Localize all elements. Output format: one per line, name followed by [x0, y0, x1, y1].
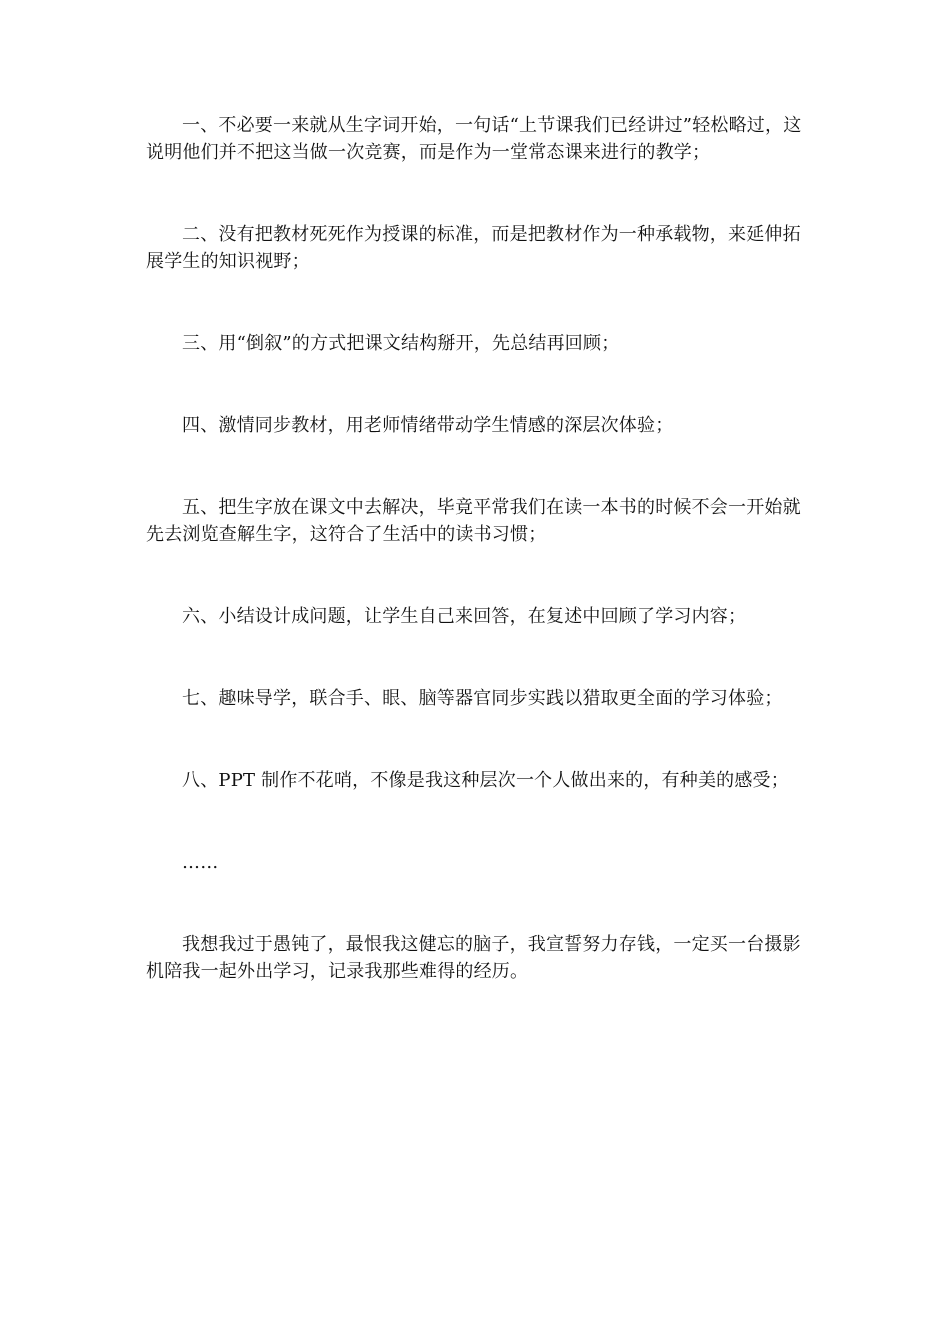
paragraph-7: 七、趣味导学，联合手、眼、脑等器官同步实践以猎取更全面的学习体验； [182, 688, 783, 709]
closing-paragraph: 我想我过于愚钝了，最恨我这健忘的脑子，我宣誓努力存钱，一定买一台摄影机陪我一起外出学习，记录我那些难得的经历。 [146, 934, 801, 982]
document-body [146, 112, 802, 985]
paragraph-3: 三、用“倒叙”的方式把课文结构掰开，先总结再回顾； [182, 333, 620, 354]
paragraph-6: 六、小结设计成问题，让学生自己来回答，在复述中回顾了学习内容； [182, 606, 747, 627]
paragraph-4: 四、激情同步教材，用老师情绪带动学生情感的深层次体验； [182, 415, 674, 436]
paragraph-2: 二、没有把教材死死作为授课的标准，而是把教材作为一种承载物，来延伸拓展学生的知识视野； [146, 224, 801, 272]
ellipsis-paragraph: …… [182, 852, 219, 873]
paragraph-8: 八、PPT 制作不花哨，不像是我这种层次一个人做出来的，有种美的感受； [182, 770, 789, 791]
paragraph-1: 一、不必要一来就从生字词开始，一句话“上节课我们已经讲过”轻松略过，这说明他们并不把这当做一次竞赛，而是作为一堂常态课来进行的教学； [146, 115, 802, 163]
paragraph-5: 五、把生字放在课文中去解决，毕竟平常我们在读一本书的时候不会一开始就先去浏览查解生字，这符合了生活中的读书习惯； [146, 497, 801, 545]
